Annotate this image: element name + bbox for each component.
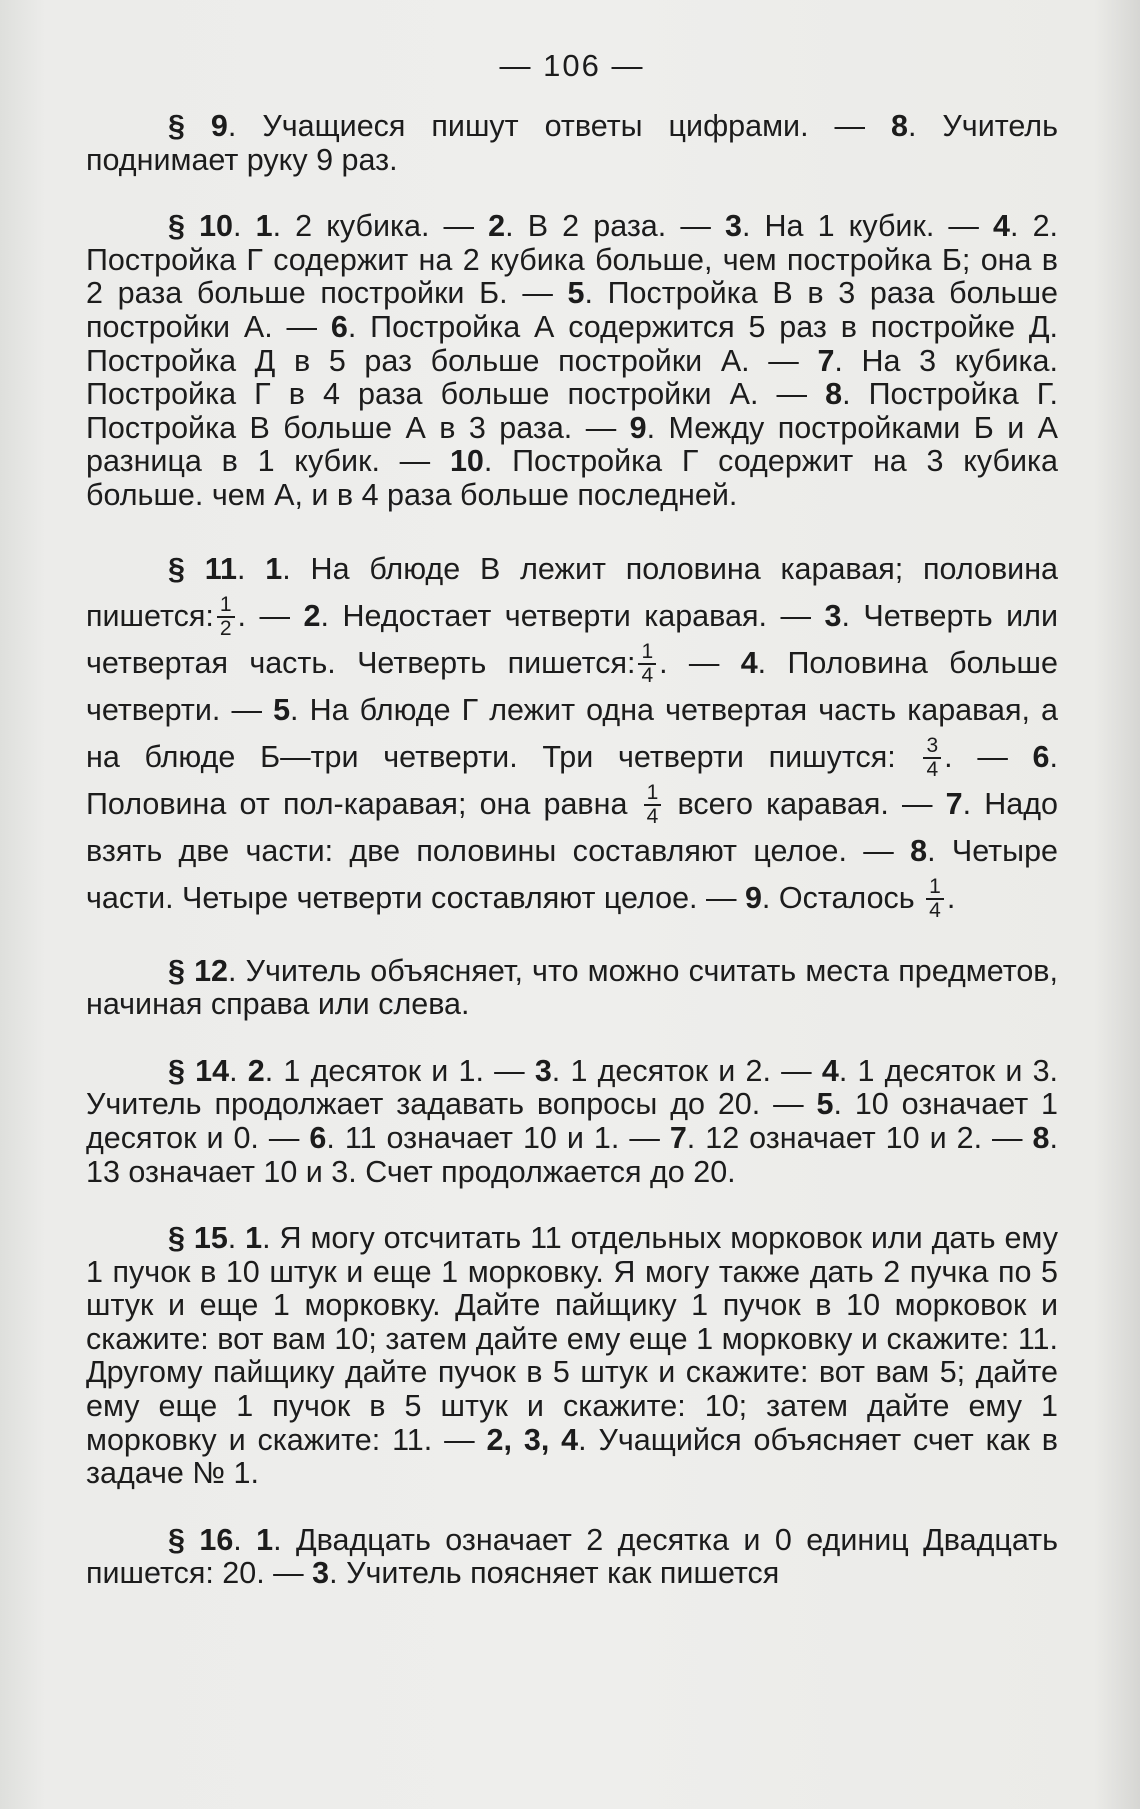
section-mark: § 16 — [168, 1522, 234, 1557]
section-14: § 14. 2. 1 десяток и 1. — 3. 1 десяток и 2. — 4. 1 десяток и 3. Учитель продолжает задавать вопросы до 20. — 5. 10 означает 1 десяток и 0. — 6. 11 означает 10 и 1. — 7. 12 означает 10 и 2. — 8. 13 означает 10 и 3. Счет продолжается до 20. — [86, 1053, 1059, 1189]
fraction: $\frac{1}{4}$ — [638, 641, 656, 687]
section-mark: § 15 — [168, 1221, 228, 1256]
section-10: § 10. 1. 2 кубика. — 2. В 2 раза. — 3. На 1 кубик. — 4. 2. Постройка Г содержит на 2 кубика больше, чем постройка Б; она в 2 раза больше постройки Б. — 5. Постройка В в 3 раза больше постройки А. — 6. Постройка А содержится 5 раз в постройке Д. Постройка Д в 5 раз больше постройки А. — 7. На 3 кубика. Постройка Г в 4 раза больше постройки А. — 8. Постройка Г. Постройка В больше А в 3 раза. — 9. Между постройками Б и А разница в 1 кубик. — 10. Постройка Г содержит на 3 кубика больше. чем А, и в 4 раза больше последней. — [86, 209, 1059, 512]
page-number: — 106 — — [499, 48, 645, 83]
section-9: § 9. Учащиеся пишут ответы цифрами. — 8. Учитель поднимает руку 9 раз. — [86, 109, 1058, 177]
section-15: § 15. 1. Я могу отсчитать 11 отдельных морковок или дать ему 1 пучок в 10 штук и еще 1 морковку. Я могу также дать 2 пучка по 5 штук и еще 1 морковку. Дайте пайщику 1 пучок в 10 морковок и скажите: вот вам 10; затем дайте ему еще 1 морковку и скажите: 11. Другому пайщику дайте пучок в 5 штук и скажите: вот вам 5; дайте ему еще 1 пучок в 5 штук и скажите: 10; затем дайте ему 1 морковку и скажите: 11. — 2, 3, 4. Учащийся объясняет счет как в задаче № 1. — [86, 1221, 1058, 1491]
section-11: § 11. 1. На блюде В лежит половина каравая; половина пишется: $\frac{1}{2}$ . — 2. Недостает четверти каравая. — 3. Четверть или четвертая часть. Четверть пишется: $\frac{1}{4}$ . — 4. Половина больше четверти. — 5. На блюде Г лежит одна четвертая часть каравая, а на блюде Б—три четверти. Три четверти пишутся: $\frac{3}{4}$ . — 6. Половина от пол-каравая; она равна $\frac{1}{4}$ всего каравая. — 7. Надо взять две части: две половины составляют целое. — 8. Четыре части. Четыре четверти составляют целое. — 9. Осталось $\frac{1}{4}$ . — [86, 551, 1059, 923]
section-mark: § 14 — [168, 1053, 230, 1088]
fraction: $\frac{1}{4}$ — [644, 782, 662, 828]
section-12: § 12. Учитель объясняет, что можно считать места предметов, начиная справа или слева. — [86, 953, 1058, 1022]
section-16: § 16. 1. Двадцать означает 2 десятка и 0 единиц Двадцать пишется: 20. — 3. Учитель поясняет как пишется — [86, 1522, 1058, 1591]
fraction: $\frac{1}{2}$ — [217, 594, 235, 640]
fraction: $\frac{3}{4}$ — [923, 735, 941, 781]
section-mark: § 11 — [168, 551, 238, 586]
fraction: $\frac{1}{4}$ — [926, 876, 944, 922]
section-mark: § 12 — [168, 953, 229, 988]
section-mark: § 10 — [168, 209, 233, 244]
section-mark: § 9 — [168, 109, 228, 143]
